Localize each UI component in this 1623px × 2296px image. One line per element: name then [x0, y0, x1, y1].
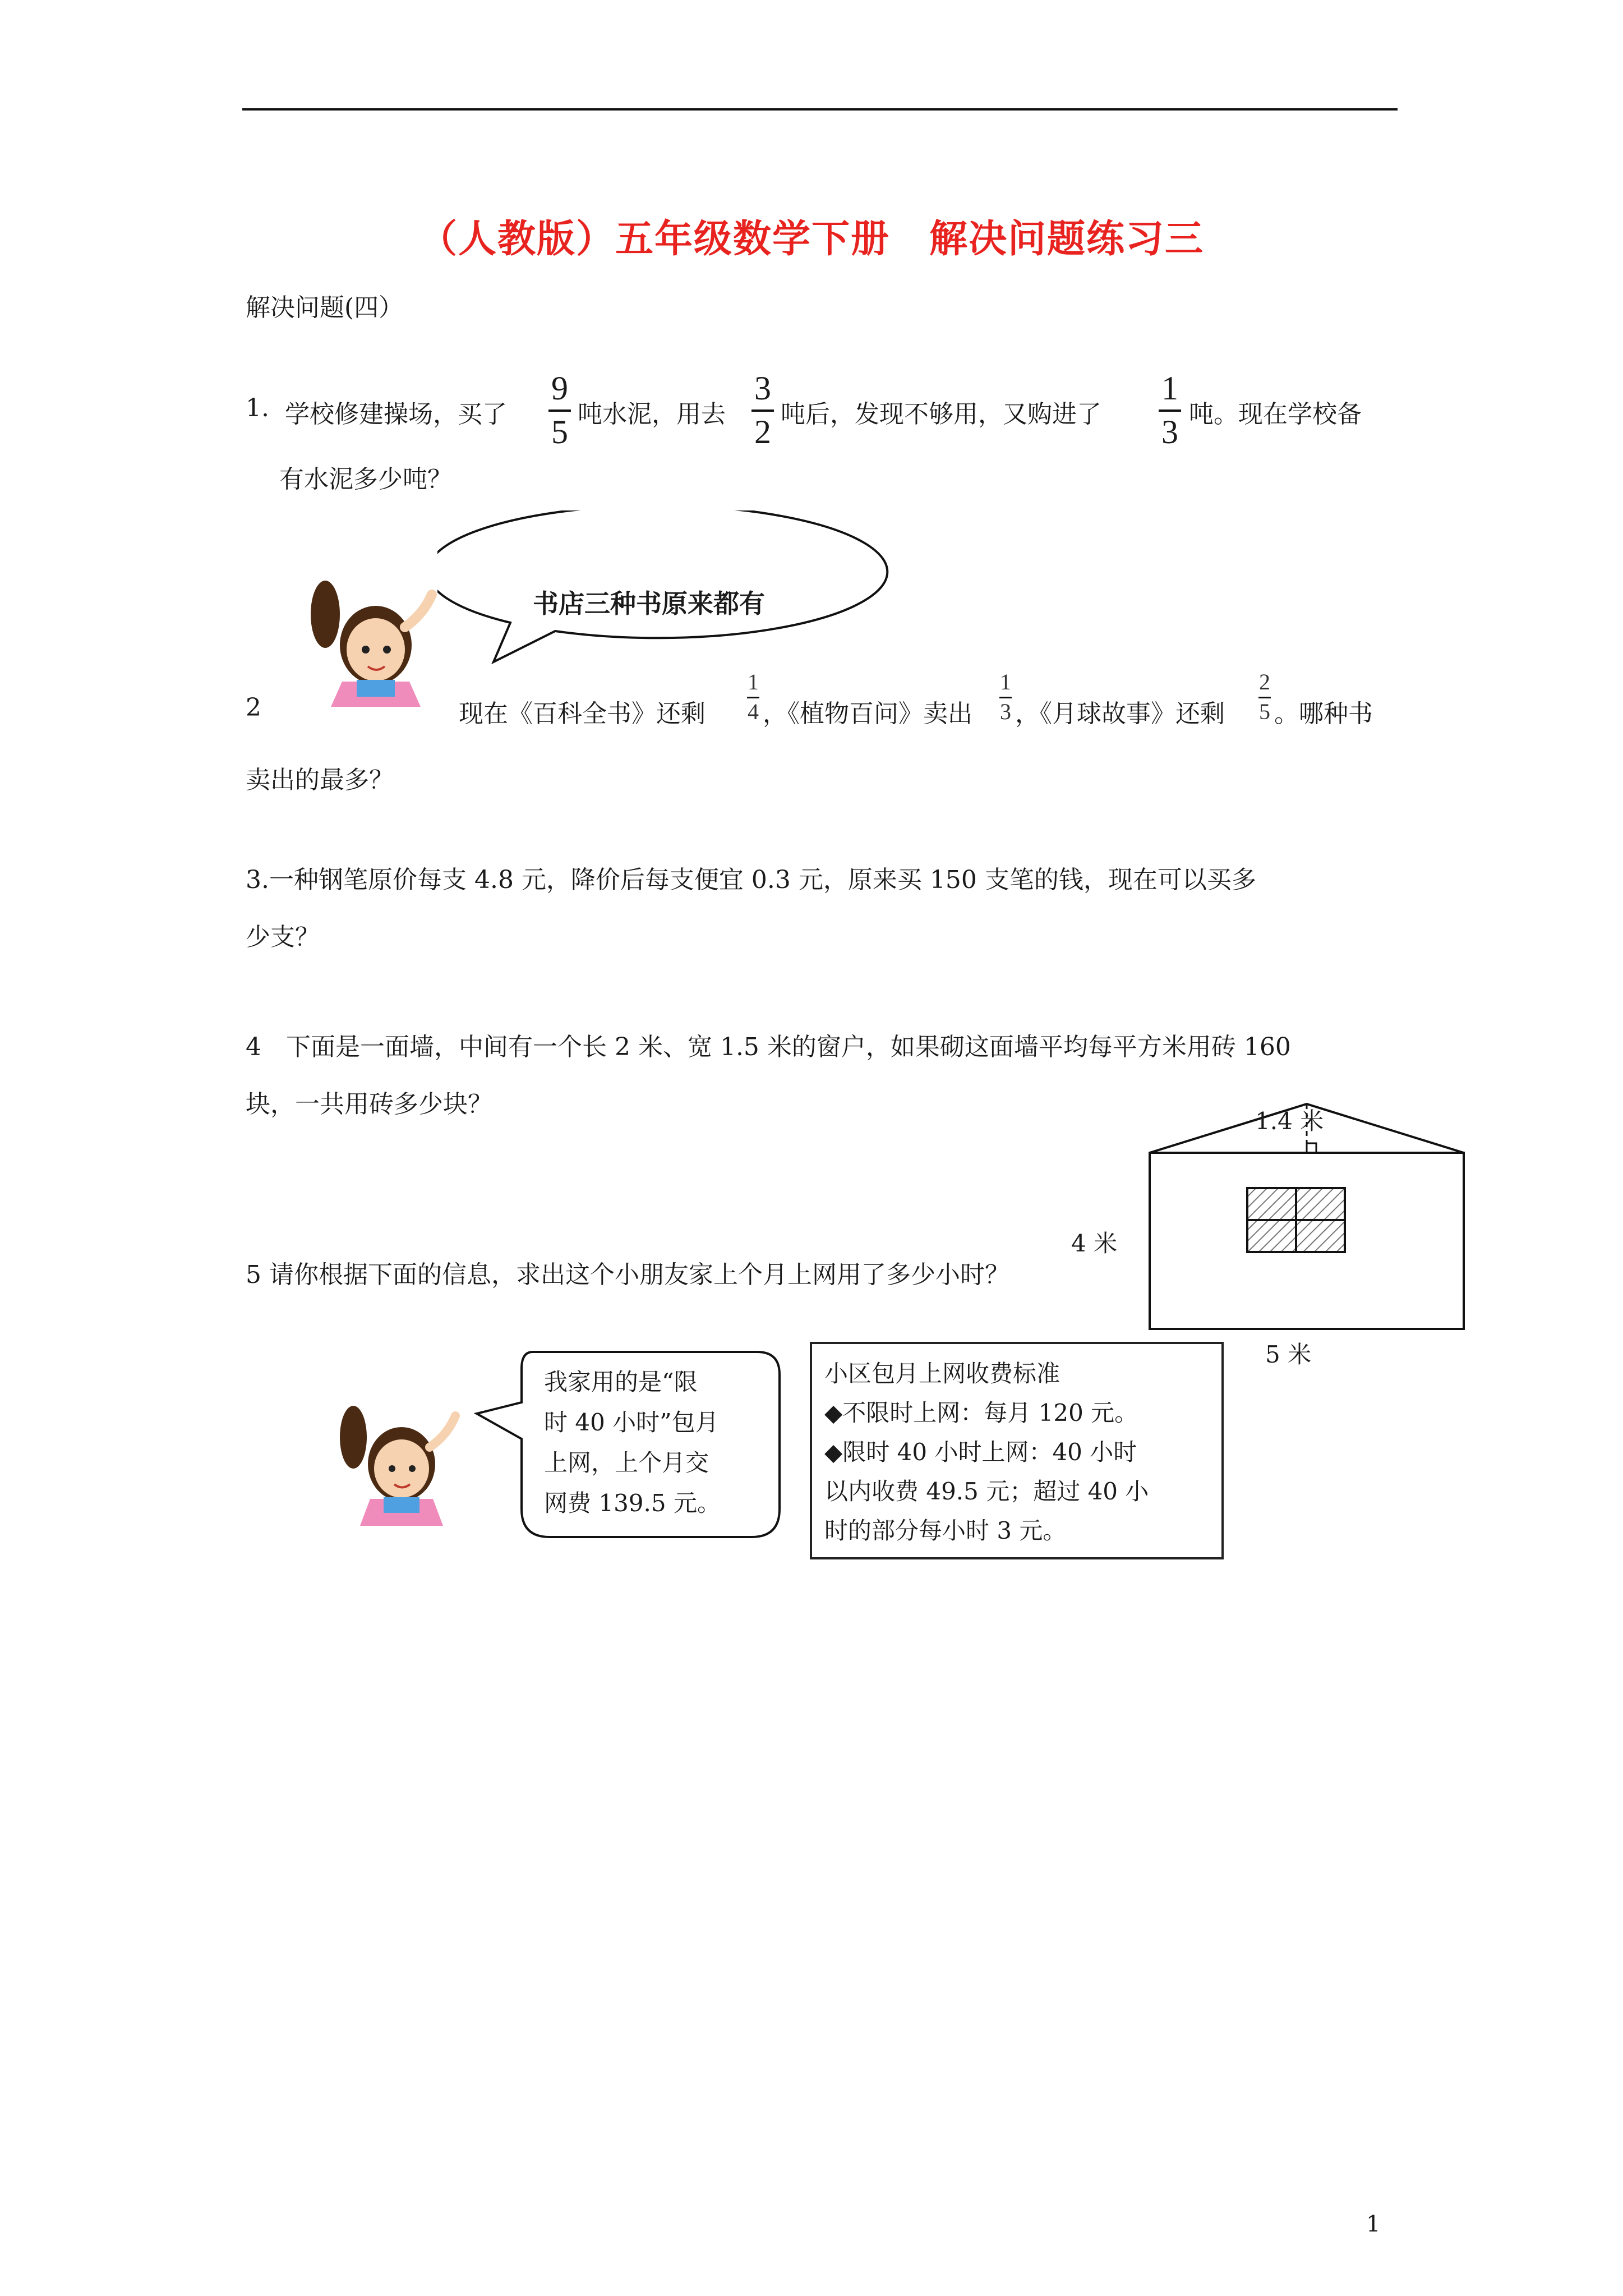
label-roof-height: 1.4 米	[1255, 1107, 1324, 1135]
q1-fraction-2	[751, 371, 774, 449]
q2-fraction-2	[999, 671, 1012, 723]
q1-text-3: 吨后，发现不够用，又购进了	[781, 400, 1101, 429]
q1-fraction-1	[548, 371, 571, 449]
fraction-bar	[548, 409, 571, 412]
label-wall-height: 4 米	[1071, 1230, 1118, 1257]
q1-frac1-numerator: 9	[551, 370, 568, 407]
page-number: 1	[1366, 2211, 1381, 2237]
girl-illustration-2	[332, 1386, 472, 1531]
q4-line-2: 块，一共用砖多少块？	[246, 1090, 492, 1119]
q2-number: 2	[246, 693, 261, 722]
q1-fraction-3	[1159, 371, 1181, 449]
q2-fraction-1	[747, 671, 759, 723]
girl-illustration-1	[303, 561, 449, 707]
q2-text-3: ，《月球故事》还剩	[1015, 700, 1225, 728]
fee-box-line: 以内收费 49.5 元；超过 40 小	[824, 1478, 1149, 1505]
fee-box-line: ◆不限时上网：每月 120 元。	[824, 1399, 1138, 1427]
bubble-line: 网费 139.5 元。	[544, 1489, 721, 1517]
fraction-bar	[1159, 409, 1181, 412]
q4-line-1: 4 下面是一面墙，中间有一个长 2 米、宽 1.5 米的窗户，如果砌这面墙平均每平方米用砖 160	[246, 1033, 1291, 1061]
q1-frac3-numerator: 1	[1161, 370, 1178, 407]
q2-frac3-numerator: 2	[1259, 669, 1270, 694]
q1-frac2-numerator: 3	[754, 370, 771, 407]
q3-line-1: 3.一种钢笔原价每支 4.8 元，降价后每支便宜 0.3 元，原来买 150 支笔的钱，现在可以买多	[246, 866, 1256, 894]
q1-frac1-denominator: 5	[551, 413, 568, 450]
q2-frac3-denominator: 5	[1259, 699, 1270, 724]
q1-frac2-denominator: 2	[754, 413, 771, 450]
q2-text-4: 。哪种书	[1274, 700, 1373, 728]
q3-line-2: 少支？	[246, 923, 320, 951]
q2-frac1-numerator: 1	[748, 669, 759, 694]
section-heading: 解决问题(四）	[246, 293, 404, 322]
fraction-bar	[747, 697, 759, 698]
q1-frac3-denominator: 3	[1161, 413, 1178, 450]
q1-text-1: 学校修建操场，买了	[285, 400, 507, 429]
bubble-line: 上网，上个月交	[544, 1449, 709, 1476]
q1-line-2: 有水泥多少吨？	[279, 465, 452, 494]
label-wall-width: 5 米	[1265, 1341, 1312, 1368]
q2-frac1-denominator: 4	[748, 699, 759, 724]
q2-frac2-numerator: 1	[1000, 669, 1011, 694]
q2-text-1: 现在《百科全书》还剩	[459, 700, 706, 728]
q5-bubble-text	[544, 1362, 721, 1524]
bubble-line: 时 40 小时”包月	[544, 1409, 719, 1436]
fee-box-line: ◆限时 40 小时上网：40 小时	[824, 1438, 1137, 1466]
fee-standard-text	[824, 1354, 1149, 1550]
q1-text-2: 吨水泥，用去	[578, 400, 726, 429]
fee-box-title: 小区包月上网收费标准	[824, 1360, 1061, 1387]
fee-box-line: 时的部分每小时 3 元。	[824, 1517, 1067, 1544]
q2-bubble-text: 书店三种书原来都有	[533, 588, 765, 619]
fraction-bar	[751, 409, 774, 412]
q5-line-1: 5 请你根据下面的信息，求出这个小朋友家上个月上网用了多少小时？	[246, 1260, 1009, 1289]
q1-text-4: 吨。现在学校备	[1189, 400, 1362, 429]
header-rule	[242, 108, 1398, 111]
q2-frac2-denominator: 3	[1000, 699, 1011, 724]
q2-line-2: 卖出的最多？	[246, 766, 394, 794]
page-title: （人教版）五年级数学下册 解决问题练习三	[418, 217, 1204, 261]
fraction-bar	[1258, 697, 1271, 698]
bubble-line: 我家用的是“限	[544, 1368, 698, 1396]
q1-number: 1.	[246, 394, 269, 422]
fraction-bar	[999, 697, 1012, 698]
q2-fraction-3	[1258, 671, 1271, 723]
q2-text-2: ，《植物百问》卖出	[763, 700, 972, 728]
